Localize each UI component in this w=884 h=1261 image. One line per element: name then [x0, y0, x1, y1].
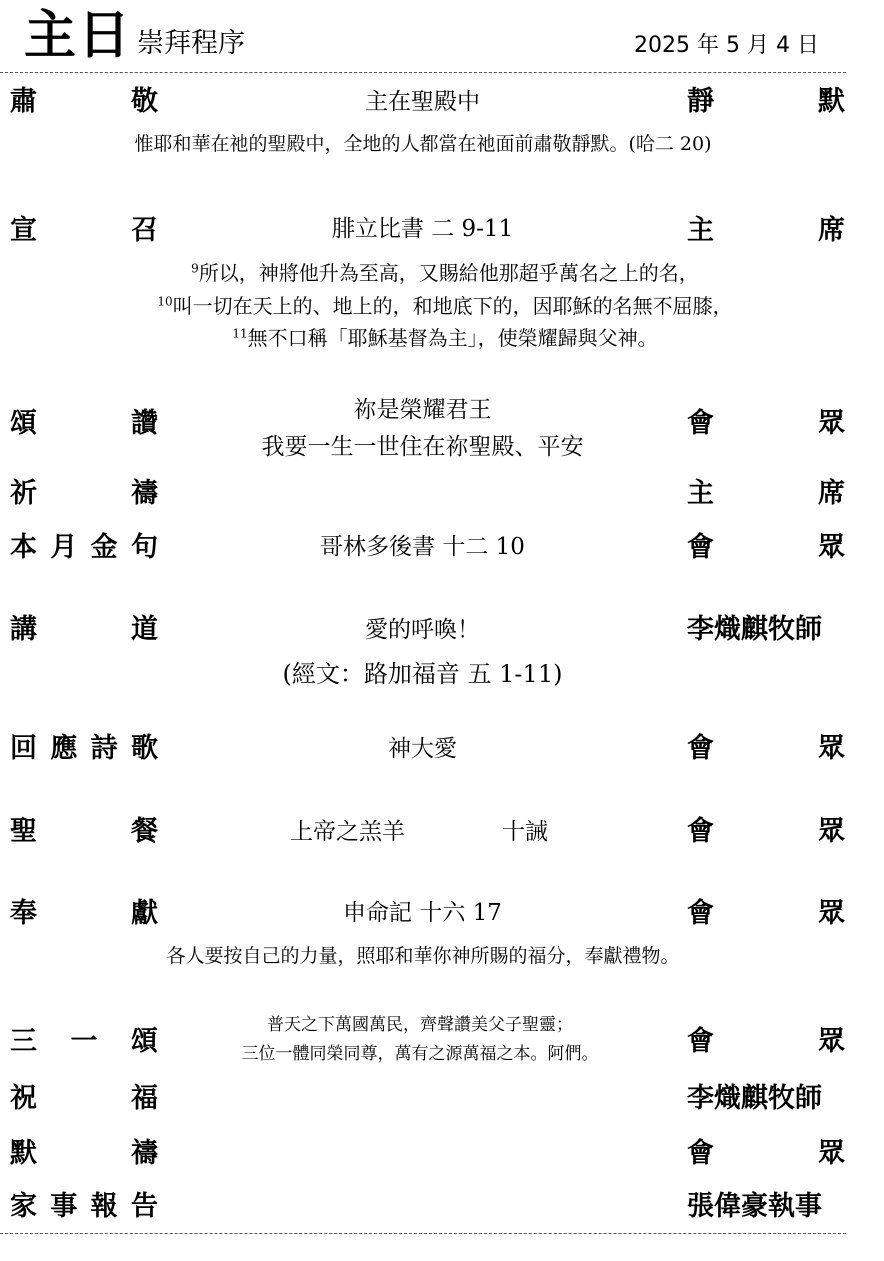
item-who-modao: 會 眾	[687, 1138, 845, 1169]
item-label-jiashi: 家 事 報 告	[10, 1191, 158, 1222]
page-title: 主日	[24, 6, 133, 66]
item-label-sanyi: 三 一 頌	[10, 1026, 158, 1057]
sermon-scripture: (經文：路加福音 五 1-11)	[282, 660, 563, 688]
item-who-jiangdao: 李熾麒牧師	[687, 614, 822, 645]
item-note-fengxian: 各人要按自己的力量，照耶和華你神所賜的福分，奉獻禮物。	[166, 945, 680, 967]
item-content-fengxian: 申命記 十六 17	[343, 900, 502, 926]
item-label-songzan: 頌 讚	[10, 408, 158, 439]
item-content-huiying: 神大愛	[388, 736, 457, 762]
item-label-huiying: 回 應 詩 歌	[10, 733, 158, 764]
item-who-sanyi: 會 眾	[687, 1026, 845, 1057]
item-label-jiangdao: 講 道	[10, 614, 158, 645]
doxology-line: 三位一體同榮同尊，萬有之源萬福之本。阿們。	[241, 1044, 599, 1064]
item-who-suqing: 靜 默	[687, 86, 845, 117]
item-who-xuanzhao: 主 席	[687, 215, 845, 246]
item-label-qidao: 祈 禱	[10, 478, 158, 509]
item-label-xuanzhao: 宣 召	[10, 215, 158, 246]
item-who-shengcan: 會 眾	[687, 816, 845, 847]
item-who-jinju: 會 眾	[687, 532, 845, 563]
item-who-fengxian: 會 眾	[687, 898, 845, 929]
item-content-shengcan: 上帝之羔羊	[290, 819, 405, 845]
item-who-huiying: 會 眾	[687, 733, 845, 764]
page-subtitle: 崇拜程序	[137, 28, 245, 59]
item-content-jinju: 哥林多後書 十二 10	[320, 534, 525, 560]
item-content-songzan: 祢是榮耀君王	[353, 397, 492, 423]
top-divider	[0, 72, 846, 73]
item-content-shengcan-2: 十誡	[502, 819, 548, 845]
item-label-zhufu: 祝 福	[10, 1083, 158, 1114]
item-label-shengcan: 聖 餐	[10, 816, 158, 847]
verse-line: $^9$所以，神將他升為至高，又賜給他那超乎萬名之上的名，	[191, 261, 699, 285]
verse-line: $^{11}$無不口稱「耶穌基督為主」，使榮耀歸與父神。	[232, 326, 658, 350]
item-who-qidao: 主 席	[687, 478, 845, 509]
item-label-jinju: 本 月 金 句	[10, 532, 158, 563]
item-content-suqing: 主在聖殿中	[365, 89, 480, 115]
item-content-xuanzhao: 腓立比書 二 9-11	[331, 216, 514, 242]
item-label-suqing: 肅 敬	[10, 86, 158, 117]
doxology-line: 普天之下萬國萬民，齊聲讚美父子聖靈；	[267, 1015, 573, 1035]
service-date: 2025 年 5 月 4 日	[634, 33, 819, 58]
sermon-title: 愛的呼喚！	[365, 617, 480, 643]
item-note-suqing: 惟耶和華在祂的聖殿中，全地的人都當在祂面前肅敬靜默。(哈二 20)	[134, 133, 712, 155]
item-who-zhufu: 李熾麒牧師	[687, 1083, 822, 1114]
item-content-songzan-2: 我要一生一世住在祢聖殿、平安	[261, 434, 584, 460]
item-label-modao: 默 禱	[10, 1138, 158, 1169]
item-label-fengxian: 奉 獻	[10, 898, 158, 929]
item-who-songzan: 會 眾	[687, 408, 845, 439]
item-who-jiashi: 張偉豪執事	[687, 1191, 822, 1222]
bottom-divider	[0, 1233, 846, 1234]
verse-line: $^{10}$叫一切在天上的、地上的，和地底下的，因耶穌的名無不屈膝，	[157, 294, 733, 318]
